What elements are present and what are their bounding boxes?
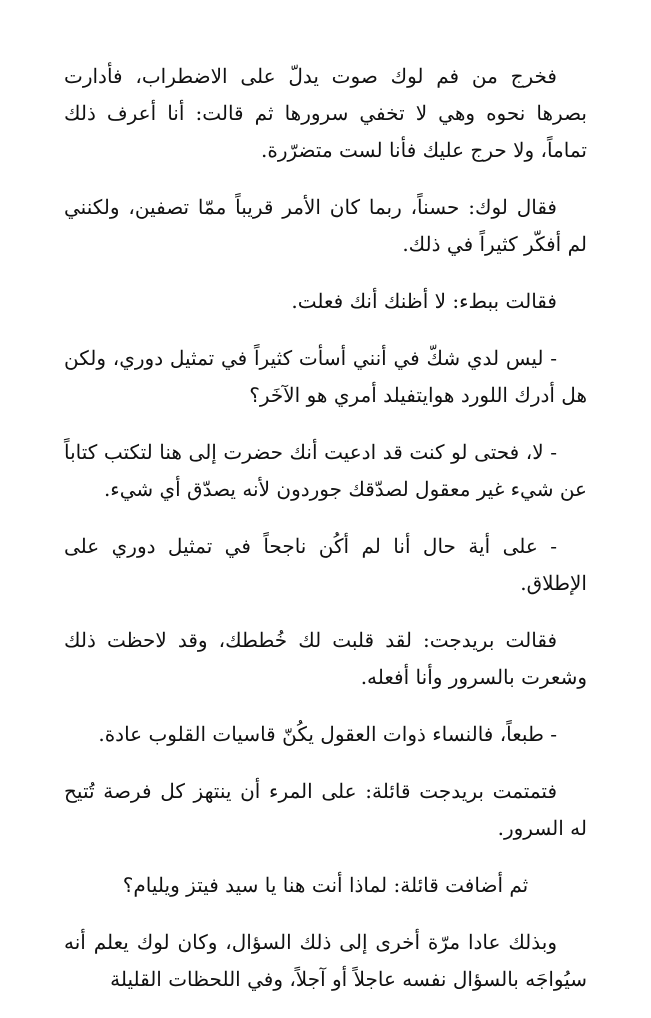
paragraph-1: فخرج من فم لوك صوت يدلّ على الاضطراب، فأدارت بصرها نحوه وهي لا تخفي سرورها ثم قالت: أنا أعرف ذلك تماماً، ولا حرج عليك فأنا لست متضرّرة. (64, 64, 587, 162)
paragraph-10: ثم أضافت قائلة: لماذا أنت هنا يا سيد فيتز ويليام؟ (122, 873, 529, 897)
paragraph-11: وبذلك عادا مرّة أخرى إلى ذلك السؤال، وكان لوك يعلم أنه سيُواجَه بالسؤال نفسه عاجلاً أو آجلاً، وفي اللحظات القليلة (64, 930, 587, 991)
paragraph-7: فقالت بريدجت: لقد قلبت لك خُططك، وقد لاحظت ذلك وشعرت بالسرور وأنا أفعله. (64, 628, 587, 689)
paragraph-4: - ليس لدي شكّ في أنني أسأت كثيراً في تمثيل دوري، ولكن هل أدرك اللورد هوايتفيلد أمري هو الآخَر؟ (64, 346, 587, 407)
paragraph-6: - على أية حال أنا لم أكُن ناجحاً في تمثيل دوري على الإطلاق. (64, 534, 587, 595)
paragraph-8: - طبعاً، فالنساء ذوات العقول يكُنّ قاسيات القلوب عادة. (98, 722, 557, 746)
book-page (64, 58, 587, 1018)
paragraph-9: فتمتمت بريدجت قائلة: على المرء أن ينتهز كل فرصة تُتيح له السرور. (64, 779, 587, 840)
paragraph-3: فقالت ببطء: لا أظنك أنك فعلت. (291, 289, 557, 313)
paragraph-2: فقال لوك: حسناً، ربما كان الأمر قريباً ممّا تصفين، ولكنني لم أفكّر كثيراً في ذلك. (64, 195, 587, 256)
paragraph-5: - لا، فحتى لو كنت قد ادعيت أنك حضرت إلى هنا لتكتب كتاباً عن شيء غير معقول لصدّقك جوردون لأنه يصدّق أي شيء. (64, 440, 587, 501)
